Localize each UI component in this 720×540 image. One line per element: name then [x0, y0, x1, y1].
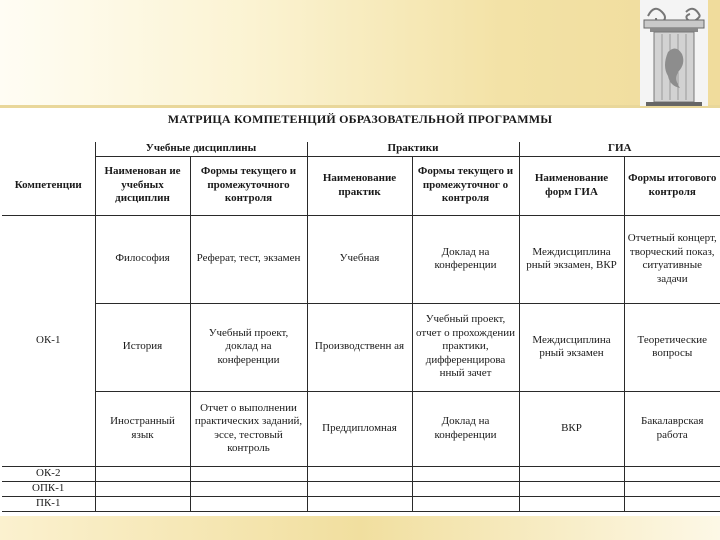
footer-band [0, 516, 720, 540]
table-row [2, 496, 720, 511]
discipline-cell: История [95, 303, 190, 391]
header-discipline-forms: Формы текущего и промежуточного контроля [190, 156, 307, 215]
header-practice-forms: Формы текущего и промежуточног о контроля [412, 156, 519, 215]
header-gia-control: Формы итогового контроля [624, 156, 720, 215]
empty-cell [2, 142, 95, 156]
practice-control-cell: Доклад на конференции [412, 391, 519, 466]
practice-control-cell: Доклад на конференции [412, 215, 519, 303]
table-row [2, 481, 720, 496]
practice-cell: Преддипломная [307, 391, 412, 466]
group-header-row [2, 142, 720, 156]
gia-form-cell: Междисциплина рный экзамен, ВКР [519, 215, 624, 303]
empty-cell [624, 466, 720, 481]
discipline-control-cell: Отчет о выполнении практических заданий, эссе, тестовый контроль [190, 391, 307, 466]
classical-column-icon [640, 0, 708, 106]
header-gia-forms-name: Наименование форм ГИА [519, 156, 624, 215]
group-practices: Практики [307, 142, 519, 156]
empty-cell [95, 481, 190, 496]
empty-cell [190, 496, 307, 511]
competency-opk-1: ОПК-1 [2, 481, 95, 496]
competency-matrix-table [2, 142, 720, 512]
empty-cell [412, 481, 519, 496]
table-row [2, 391, 720, 466]
empty-cell [519, 496, 624, 511]
header-competencies: Компетенции [2, 156, 95, 215]
empty-cell [307, 496, 412, 511]
discipline-control-cell: Реферат, тест, экзамен [190, 215, 307, 303]
empty-cell [95, 466, 190, 481]
header-practice-name: Наименование практик [307, 156, 412, 215]
discipline-cell: Философия [95, 215, 190, 303]
empty-cell [190, 466, 307, 481]
header-discipline-name: Наименован ие учебных дисциплин [95, 156, 190, 215]
group-gia: ГИА [519, 142, 720, 156]
practice-cell: Учебная [307, 215, 412, 303]
header-band [0, 0, 720, 108]
group-disciplines: Учебные дисциплины [95, 142, 307, 156]
competency-ok-2: ОК-2 [2, 466, 95, 481]
empty-cell [519, 481, 624, 496]
empty-cell [307, 481, 412, 496]
page-title: МАТРИЦА КОМПЕТЕНЦИЙ ОБРАЗОВАТЕЛЬНОЙ ПРОГРАММЫ [167, 112, 553, 126]
column-header-row [2, 156, 720, 215]
table-row [2, 466, 720, 481]
empty-cell [307, 466, 412, 481]
gia-control-cell: Бакалаврская работа [624, 391, 720, 466]
empty-cell [624, 481, 720, 496]
gia-control-cell: Теоретические вопросы [624, 303, 720, 391]
gia-control-cell: Отчетный концерт, творческий показ, ситуативные задачи [624, 215, 720, 303]
empty-cell [95, 496, 190, 511]
empty-cell [412, 466, 519, 481]
table-row [2, 215, 720, 303]
discipline-control-cell: Учебный проект, доклад на конференции [190, 303, 307, 391]
empty-cell [519, 466, 624, 481]
empty-cell [190, 481, 307, 496]
practice-control-cell: Учебный проект, отчет о прохождении практики, дифференцирова нный зачет [412, 303, 519, 391]
competency-ok-1: ОК-1 [2, 215, 95, 466]
discipline-cell: Иностранный язык [95, 391, 190, 466]
gia-form-cell: ВКР [519, 391, 624, 466]
table-row [2, 303, 720, 391]
empty-cell [412, 496, 519, 511]
practice-cell: Производственн ая [307, 303, 412, 391]
gia-form-cell: Междисциплина рный экзамен [519, 303, 624, 391]
empty-cell [624, 496, 720, 511]
competency-pk-1: ПК-1 [2, 496, 95, 511]
